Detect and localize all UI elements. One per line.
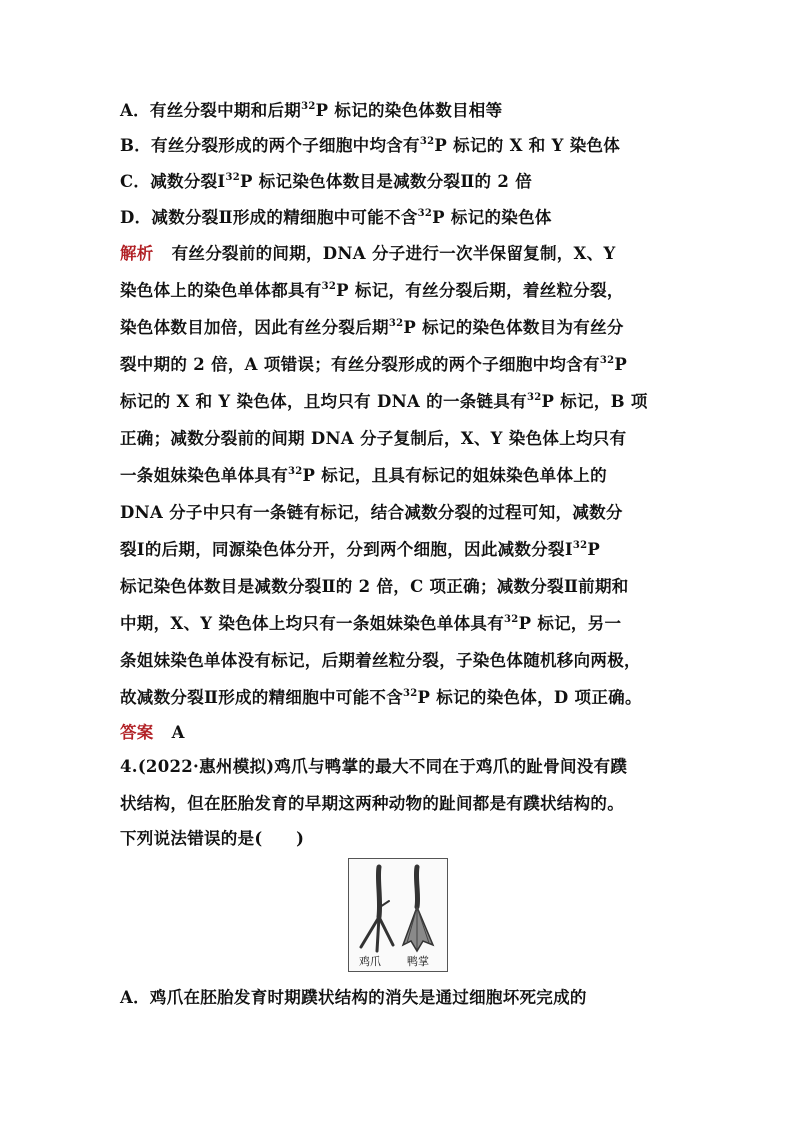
analysis-line-3: 染色体数目加倍，因此有丝分裂后期$^{32}$P 标记的染色体数目为有丝分 (120, 318, 624, 337)
option-a: A．有丝分裂中期和后期$^{32}$P 标记的染色体数目相等 (120, 101, 503, 120)
chicken-duck-foot-figure (348, 858, 448, 972)
answer-value: A (171, 723, 185, 742)
analysis-line-12: 条姐妹染色单体没有标记，后期着丝粒分裂，子染色体随机移向两极， (120, 651, 641, 670)
analysis-line-11: 中期，X、Y 染色体上均只有一条姐妹染色单体具有$^{32}$P 标记，另一 (120, 614, 622, 633)
analysis-line-7: 一条姐妹染色单体具有$^{32}$P 标记，且具有标记的姐妹染色单体上的 (120, 466, 607, 485)
answer-keyword: 答案 (120, 723, 154, 742)
figure-caption-duck: 鸭掌 (407, 955, 429, 968)
question4-line-3: 下列说法错误的是( ) (120, 829, 305, 848)
duck-foot-drawing (403, 867, 433, 951)
analysis-line-2: 染色体上的染色单体都具有$^{32}$P 标记，有丝分裂后期，着丝粒分裂， (120, 281, 624, 300)
answer-line (120, 722, 680, 744)
figure-caption-chicken: 鸡爪 (359, 955, 381, 968)
analysis-line-8: DNA 分子中只有一条链有标记，结合减数分裂的过程可知，减数分 (120, 503, 623, 522)
chicken-foot-drawing (361, 867, 393, 951)
analysis-line-5: 标记的 X 和 Y 染色体，且均只有 DNA 的一条链具有$^{32}$P 标记，B 项 (120, 392, 648, 411)
question4-line-2: 状结构，但在胚胎发育的早期这两种动物的趾间都是有蹼状结构的。 (120, 794, 624, 813)
analysis-line-1: 解析 有丝分裂前的间期，DNA 分子进行一次半保留复制，X、Y (120, 244, 616, 263)
analysis-line-13: 故减数分裂Ⅱ形成的精细胞中可能不含$^{32}$P 标记的染色体，D 项正确。 (120, 688, 642, 707)
question4-line-1: 4.(2022·惠州模拟)鸡爪与鸭掌的最大不同在于鸡爪的趾骨间没有蹼 (120, 757, 628, 776)
option-d: D．减数分裂Ⅱ形成的精细胞中可能不含$^{32}$P 标记的染色体 (120, 208, 552, 227)
question4-option-a: A．鸡爪在胚胎发育时期蹼状结构的消失是通过细胞坏死完成的 (120, 988, 587, 1007)
option-c: C．减数分裂Ⅰ$^{32}$P 标记染色体数目是减数分裂Ⅱ的 2 倍 (120, 172, 533, 191)
option-b: B．有丝分裂形成的两个子细胞中均含有$^{32}$P 标记的 X 和 Y 染色体 (120, 136, 621, 155)
analysis-line-4: 裂中期的 2 倍，A 项错误；有丝分裂形成的两个子细胞中均含有$^{32}$P (120, 355, 628, 374)
analysis-line-10: 标记染色体数目是减数分裂Ⅱ的 2 倍，C 项正确；减数分裂Ⅱ前期和 (120, 577, 629, 596)
analysis-line-9: 裂Ⅰ的后期，同源染色体分开，分到两个细胞，因此减数分裂Ⅰ$^{32}$P (120, 540, 601, 559)
analysis-line-6: 正确；减数分裂前的间期 DNA 分子复制后，X、Y 染色体上均只有 (120, 429, 627, 448)
analysis-keyword: 解析 (120, 244, 154, 263)
